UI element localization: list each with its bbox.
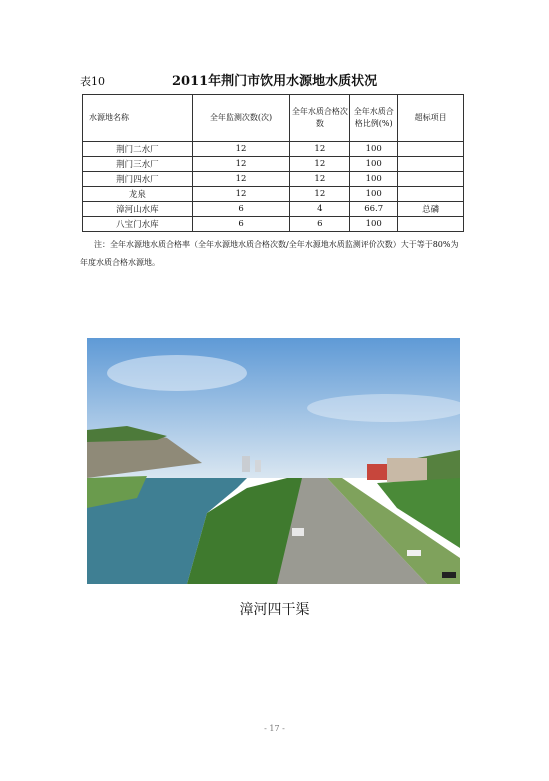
cell-monitor: 12: [192, 187, 290, 202]
table-row: [83, 172, 464, 187]
distant-building: [255, 460, 261, 472]
cell-exceed: 总磷: [398, 202, 464, 217]
cell-exceed: [398, 157, 464, 172]
cloud: [307, 394, 460, 422]
table-row: [83, 187, 464, 202]
cell-ratio: 100: [350, 187, 398, 202]
cell-pass: 12: [290, 187, 350, 202]
header-monitor-count: 全年监测次数(次): [192, 95, 290, 142]
cell-source: 八宝门水库: [83, 217, 193, 232]
cell-ratio: 100: [350, 217, 398, 232]
roadside-building: [387, 458, 427, 482]
cell-exceed: [398, 142, 464, 157]
cell-ratio: 66.7: [350, 202, 398, 217]
cell-exceed: [398, 217, 464, 232]
table-row: [83, 157, 464, 172]
canal-photo: [87, 338, 460, 584]
cell-pass: 12: [290, 157, 350, 172]
table-title: 2011年荆门市饮用水源地水质状况: [172, 74, 378, 89]
cell-monitor: 6: [192, 217, 290, 232]
table-note: 注：全年水源地水质合格率（全年水源地水质合格次数/全年水源地水质监测评价次数）大于等于80%为年度水质合格水源地。: [80, 240, 459, 267]
distant-building: [242, 456, 250, 472]
table-label: 表10: [80, 75, 105, 88]
header-pass-ratio: 全年水质合格比例(%): [350, 95, 398, 142]
cell-source: 龙泉: [83, 187, 193, 202]
header-source-name: 水源地名称: [83, 95, 193, 142]
cell-source: 荆门二水厂: [83, 142, 193, 157]
bus: [292, 528, 304, 536]
page-number: - 17 -: [264, 724, 285, 733]
header-exceed-items: 超标项目: [398, 95, 464, 142]
cell-exceed: [398, 187, 464, 202]
table-row: [83, 217, 464, 232]
cell-exceed: [398, 172, 464, 187]
cell-ratio: 100: [350, 157, 398, 172]
cell-pass: 12: [290, 142, 350, 157]
cell-source: 荆门四水厂: [83, 172, 193, 187]
cell-source: 荆门三水厂: [83, 157, 193, 172]
cloud: [107, 355, 247, 391]
red-sign: [367, 464, 387, 480]
table-header-row: [83, 95, 464, 142]
cell-pass: 4: [290, 202, 350, 217]
header-pass-count: 全年水质合格次数: [290, 95, 350, 142]
cell-ratio: 100: [350, 142, 398, 157]
cell-pass: 6: [290, 217, 350, 232]
water-quality-table: [82, 94, 464, 232]
canal-photo-illustration: [87, 338, 460, 584]
cell-monitor: 12: [192, 172, 290, 187]
cell-pass: 12: [290, 172, 350, 187]
car: [442, 572, 456, 578]
cell-monitor: 12: [192, 142, 290, 157]
table-row: [83, 202, 464, 217]
photo-caption: 漳河四干渠: [239, 602, 310, 618]
cell-monitor: 6: [192, 202, 290, 217]
cell-ratio: 100: [350, 172, 398, 187]
table-row: [83, 142, 464, 157]
cell-source: 漳河山水库: [83, 202, 193, 217]
car: [407, 550, 421, 556]
cell-monitor: 12: [192, 157, 290, 172]
